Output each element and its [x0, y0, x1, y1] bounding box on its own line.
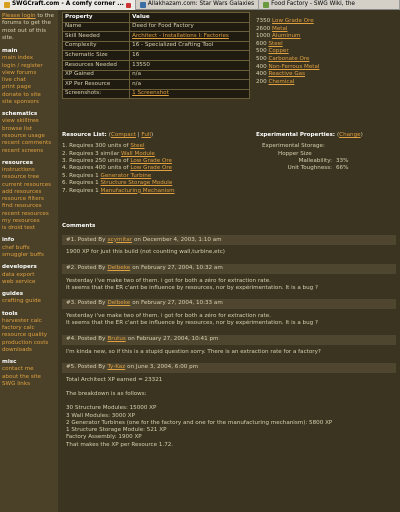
sidebar-link[interactable]: crafting guide	[2, 298, 41, 305]
comment-number: #2. Posted By	[66, 264, 106, 271]
property-value	[130, 32, 250, 42]
sidebar-link[interactable]: recent comments	[2, 140, 52, 147]
resource-name-link[interactable]: Steel	[268, 40, 283, 47]
sidebar-section-schematics	[2, 111, 56, 155]
property-row	[63, 51, 250, 61]
comments-section	[62, 223, 396, 456]
comment-header	[62, 335, 396, 345]
comment-author-link[interactable]: xcymitar	[107, 236, 132, 243]
comment-date: on December 4, 2003, 1:10 am	[133, 236, 222, 243]
property-value: Deed for Food Factory	[130, 22, 250, 32]
sidebar-section-title: developers	[2, 264, 37, 271]
properties-header-row	[63, 13, 250, 23]
comment-date: on February 27, 2004, 10:41 pm	[127, 335, 219, 342]
comment-line: It seems that the ER c'ant be influence by resources, nor by expérimentation. It is a bug ?	[66, 284, 318, 291]
experimental-rows	[256, 158, 396, 173]
requirement-text: 5. Requires 1	[62, 172, 99, 179]
resource-name-link[interactable]: Metal	[272, 25, 288, 32]
comment	[62, 335, 396, 356]
property-value	[130, 89, 250, 99]
comment-date: on February 27, 2004, 10:33 am	[132, 300, 223, 307]
property-value: 16 - Specialized Crafting Tool	[130, 41, 250, 51]
comment-body	[62, 274, 396, 293]
comment-body	[62, 373, 396, 449]
comment-line: Yesterday i've make two of them. i got for both a zéro for extraction rate.	[66, 277, 271, 284]
comment-line: Total Architect XP earned = 23321	[66, 376, 163, 383]
sidebar-section-title: main	[2, 48, 18, 55]
experimental-label: Malleability:	[298, 157, 332, 164]
comment-author-link[interactable]: Delbeke	[107, 300, 131, 307]
sidebar-link[interactable]: main index	[2, 55, 34, 62]
tab-favicon-icon	[140, 2, 146, 8]
requirement-link[interactable]: Generator Turbine	[100, 172, 152, 179]
sidebar-link[interactable]: contact me	[2, 366, 34, 373]
requirement-text: 2. Requires 3 similar	[62, 150, 120, 157]
comment-body	[62, 345, 396, 356]
comment	[62, 264, 396, 293]
requirement-link[interactable]: Low Grade Ore	[130, 165, 172, 172]
sidebar-link[interactable]: find resources	[2, 203, 42, 210]
comment-number: #1. Posted By	[66, 236, 106, 243]
resource-name-link[interactable]: Chemical	[268, 78, 295, 85]
header-value: Value	[130, 13, 250, 23]
sidebar-link[interactable]: production costs	[2, 339, 49, 346]
comment-line: 1900 XP for just this build (not counting wall,turbine,etc)	[66, 249, 225, 256]
properties-table	[62, 12, 250, 99]
resource-total-row	[256, 26, 396, 34]
comment-body	[62, 245, 396, 256]
comment-date: on June 3, 2004, 6:00 pm	[127, 364, 199, 371]
comment-number: #4. Posted By	[66, 335, 106, 342]
property-key: Screenshots:	[63, 89, 130, 99]
comment-body	[62, 309, 396, 328]
comment-header	[62, 299, 396, 309]
property-key: Complexity	[63, 41, 130, 51]
sidebar-link[interactable]: resource filters	[2, 196, 44, 203]
resource-amount: 500	[256, 48, 267, 55]
resource-amount: 600	[256, 40, 267, 47]
tab-close-icon[interactable]	[126, 3, 131, 8]
browser-tab[interactable]	[259, 0, 400, 10]
property-key: XP Gained	[63, 70, 130, 80]
property-key: Schematic Size	[63, 51, 130, 61]
experimental-properties	[256, 132, 396, 173]
full-link[interactable]: Full	[141, 132, 151, 138]
sidebar-section-info	[2, 237, 56, 259]
comment-line: It seems that the ER c'ant be influence by resources, nor by expérimentation. It is a bug ?	[66, 320, 318, 327]
resource-list-title: Resource List:	[62, 132, 107, 138]
sidebar-section-title: guides	[2, 291, 24, 298]
experimental-header: Experimental Properties: (Change)	[256, 132, 363, 138]
browser-tab[interactable]	[0, 0, 136, 10]
property-row	[63, 80, 250, 90]
requirement-text: 7. Requires 1	[62, 187, 99, 194]
comment-author-link[interactable]: Brutus	[107, 335, 126, 342]
sidebar-link[interactable]: live chat	[2, 77, 26, 84]
comment-line: 30 Structure Modules: 15000 XP	[66, 405, 157, 412]
property-key: Resources Needed	[63, 60, 130, 70]
requirement-link[interactable]: Steel	[130, 143, 145, 150]
sidebar-link[interactable]: data export	[2, 271, 35, 278]
resource-amount: 500	[256, 55, 267, 62]
property-key: XP Per Resource	[63, 80, 130, 90]
resource-name-link[interactable]: Reactive Gas	[268, 71, 306, 78]
resource-amount: 2600	[256, 25, 271, 32]
resource-name-link[interactable]: Low Grade Ore	[272, 18, 314, 24]
sidebar-link[interactable]: resource quality	[2, 332, 48, 339]
sidebar-section-developers	[2, 264, 56, 286]
property-value-link[interactable]: Architect - Installations I: Factories	[132, 32, 229, 39]
resource-requirement	[62, 173, 252, 180]
sidebar-link[interactable]: chef buffs	[2, 244, 30, 251]
experimental-storage: Experimental Storage:	[262, 143, 325, 150]
sidebar-link[interactable]: recent resources	[2, 210, 49, 217]
compact-link[interactable]: Compact	[110, 132, 136, 138]
property-row	[63, 41, 250, 51]
sidebar-link[interactable]: is droid test	[2, 225, 36, 232]
resource-name-link[interactable]: Carbonate Ore	[268, 55, 310, 62]
sidebar-link[interactable]: factory calc	[2, 325, 35, 332]
sidebar-link[interactable]: smuggler buffs	[2, 251, 44, 258]
sidebar-section-misc	[2, 359, 56, 388]
sidebar-link[interactable]: login / register	[2, 62, 43, 69]
sidebar-link[interactable]: about the site	[2, 373, 41, 380]
sidebar-intro	[2, 13, 56, 42]
comment-number: #3. Posted By	[66, 300, 106, 307]
sidebar-nav	[2, 48, 56, 388]
comment-line: That makes the XP per Resource 1.72.	[66, 441, 174, 448]
sidebar-link[interactable]: resource usage	[2, 132, 45, 139]
comments-title: Comments	[62, 223, 96, 229]
property-value: n/a	[130, 80, 250, 90]
experimental-label: Unit Toughness:	[287, 165, 332, 172]
sidebar-link[interactable]: view forums	[2, 69, 37, 76]
comment-line	[66, 398, 392, 405]
property-row	[63, 70, 250, 80]
resource-list	[62, 132, 252, 195]
sidebar-section-title: resources	[2, 159, 33, 166]
comment-author-link[interactable]: Ty-Kaz	[107, 364, 126, 371]
comment-author-link[interactable]: Delbeke	[107, 264, 131, 271]
resource-requirement	[62, 165, 252, 172]
resource-name-link[interactable]: Copper	[268, 48, 289, 55]
sidebar-intro-text: to the forums to get the most out of this site.	[2, 13, 54, 41]
comment	[62, 235, 396, 256]
comment-line: Factory Assembly: 1900 XP	[66, 434, 142, 441]
main-content	[60, 10, 400, 512]
resource-total-row	[256, 64, 396, 72]
resource-total-row	[256, 41, 396, 49]
hopper-size: Hopper Size	[278, 150, 312, 157]
experimental-row	[256, 158, 396, 165]
comment-line: 3 Wall Modules: 3000 XP	[66, 412, 135, 419]
comment-header	[62, 264, 396, 274]
comment	[62, 299, 396, 328]
resource-name-link[interactable]: Aluminum	[272, 33, 301, 40]
resource-total-row	[256, 18, 396, 26]
change-link[interactable]: Change	[339, 132, 361, 138]
requirement-link[interactable]: Structure Storage Module	[100, 180, 173, 187]
sidebar-link[interactable]: harvester calc	[2, 317, 42, 324]
resource-name-link[interactable]: Non-Ferrous Metal	[268, 63, 320, 70]
tab-favicon-icon	[4, 2, 10, 8]
resource-total-row	[256, 79, 396, 87]
property-row	[63, 32, 250, 42]
comment-number: #5. Posted By	[66, 364, 106, 371]
sidebar-link[interactable]: site sponsors	[2, 98, 39, 105]
property-value: 13550	[130, 60, 250, 70]
sidebar-section-title: tools	[2, 310, 18, 317]
resource-list-items	[62, 143, 252, 195]
sidebar-link[interactable]: recent screens	[2, 147, 44, 154]
resource-amount: 400	[256, 71, 267, 78]
sidebar-link[interactable]: print page	[2, 84, 31, 91]
property-row	[63, 60, 250, 70]
comment-date: on February 27, 2004, 10:32 am	[132, 264, 223, 271]
property-key: Name	[63, 22, 130, 32]
comment-line: Yesterday i've make two of them. i got for both a zéro for extraction rate.	[66, 313, 271, 320]
requirement-text: 4. Requires 400 units of	[62, 165, 129, 172]
sidebar-link[interactable]: web service	[2, 278, 36, 285]
tab-favicon-icon	[263, 2, 269, 8]
resource-amount: 1000	[256, 33, 271, 40]
property-value: n/a	[130, 70, 250, 80]
tab-label: Food Factory - SWG Wiki, the	[271, 1, 355, 8]
requirement-link[interactable]: Low Grade Ore	[130, 158, 172, 165]
property-row	[63, 22, 250, 32]
resource-requirement	[62, 151, 252, 158]
requirement-text: 3. Requires 250 units of	[62, 158, 129, 165]
sidebar-link[interactable]: view skilltree	[2, 118, 39, 125]
sidebar-section-guides	[2, 291, 56, 306]
resource-requirement	[62, 158, 252, 165]
tab-label: SWGCraft.com - A comfy corner ...	[12, 1, 124, 8]
resource-amount: 400	[256, 63, 267, 70]
property-value: 16	[130, 51, 250, 61]
sidebar-section-title: schematics	[2, 111, 38, 118]
sidebar-link[interactable]: my resources	[2, 217, 40, 224]
sidebar-link[interactable]: current resources	[2, 181, 52, 188]
requirement-link[interactable]: Manufacturing Mechanism	[100, 187, 175, 194]
resource-amount: 200	[256, 78, 267, 85]
resource-total-row	[256, 71, 396, 79]
login-link[interactable]: Please login	[2, 13, 36, 19]
sidebar-link[interactable]: add resources	[2, 188, 42, 195]
browser-tabbar	[0, 0, 400, 10]
comment-header	[62, 235, 396, 245]
sidebar-section-tools	[2, 311, 56, 355]
resource-list-header: Resource List: (Compact | Full)	[62, 132, 154, 138]
comment-line: The breakdown is as follows:	[66, 391, 147, 398]
resource-requirement	[62, 143, 252, 150]
comments-list	[62, 235, 396, 449]
comment	[62, 363, 396, 449]
resource-requirement	[62, 180, 252, 187]
comment-line	[66, 384, 392, 391]
sidebar-section-title: misc	[2, 359, 17, 366]
experimental-title: Experimental Properties:	[256, 132, 336, 138]
comment-line: 2 Generator Turbines (one for the factory and one for the manufacturing mechanism): 5800 XP	[66, 419, 333, 426]
browser-tab[interactable]	[136, 0, 259, 10]
resource-total-row	[256, 56, 396, 64]
sidebar	[0, 10, 58, 512]
sidebar-link[interactable]: instructions	[2, 167, 35, 174]
requirement-link[interactable]: Wall Module	[121, 150, 155, 157]
sidebar-section-main	[2, 48, 56, 106]
resource-totals	[256, 18, 396, 86]
experimental-row	[256, 165, 396, 172]
sidebar-section-title: info	[2, 237, 15, 244]
resource-requirement	[62, 188, 252, 195]
sidebar-link[interactable]: downloads	[2, 346, 32, 353]
header-property: Property	[63, 13, 130, 23]
experimental-value: 66%	[336, 165, 349, 172]
sidebar-link[interactable]: browse list	[2, 125, 33, 132]
tab-label: Allakhazam.com: Star Wars Galaxies	[147, 1, 255, 8]
resource-total-row	[256, 33, 396, 41]
property-key: Skill Needed	[63, 32, 130, 42]
property-row	[63, 89, 250, 99]
comment-header	[62, 363, 396, 373]
comment-line: 1 Structure Storage Module: 521 XP	[66, 427, 167, 434]
property-value-link[interactable]: 1 Screenshot	[132, 90, 169, 97]
comment-line: I'm kinda new, so if this is a stupid question sorry. There is an extraction rate for a factory?	[66, 348, 321, 355]
resource-amount: 7350	[256, 18, 271, 24]
resource-total-row	[256, 48, 396, 56]
sidebar-link[interactable]: resource tree	[2, 174, 40, 181]
sidebar-section-resources	[2, 160, 56, 233]
sidebar-link[interactable]: SWG links	[2, 380, 31, 387]
requirement-text: 6. Requires 1	[62, 180, 99, 187]
experimental-value: 33%	[336, 157, 349, 164]
sidebar-link[interactable]: donate to site	[2, 91, 41, 98]
requirement-text: 1. Requires 300 units of	[62, 143, 129, 150]
